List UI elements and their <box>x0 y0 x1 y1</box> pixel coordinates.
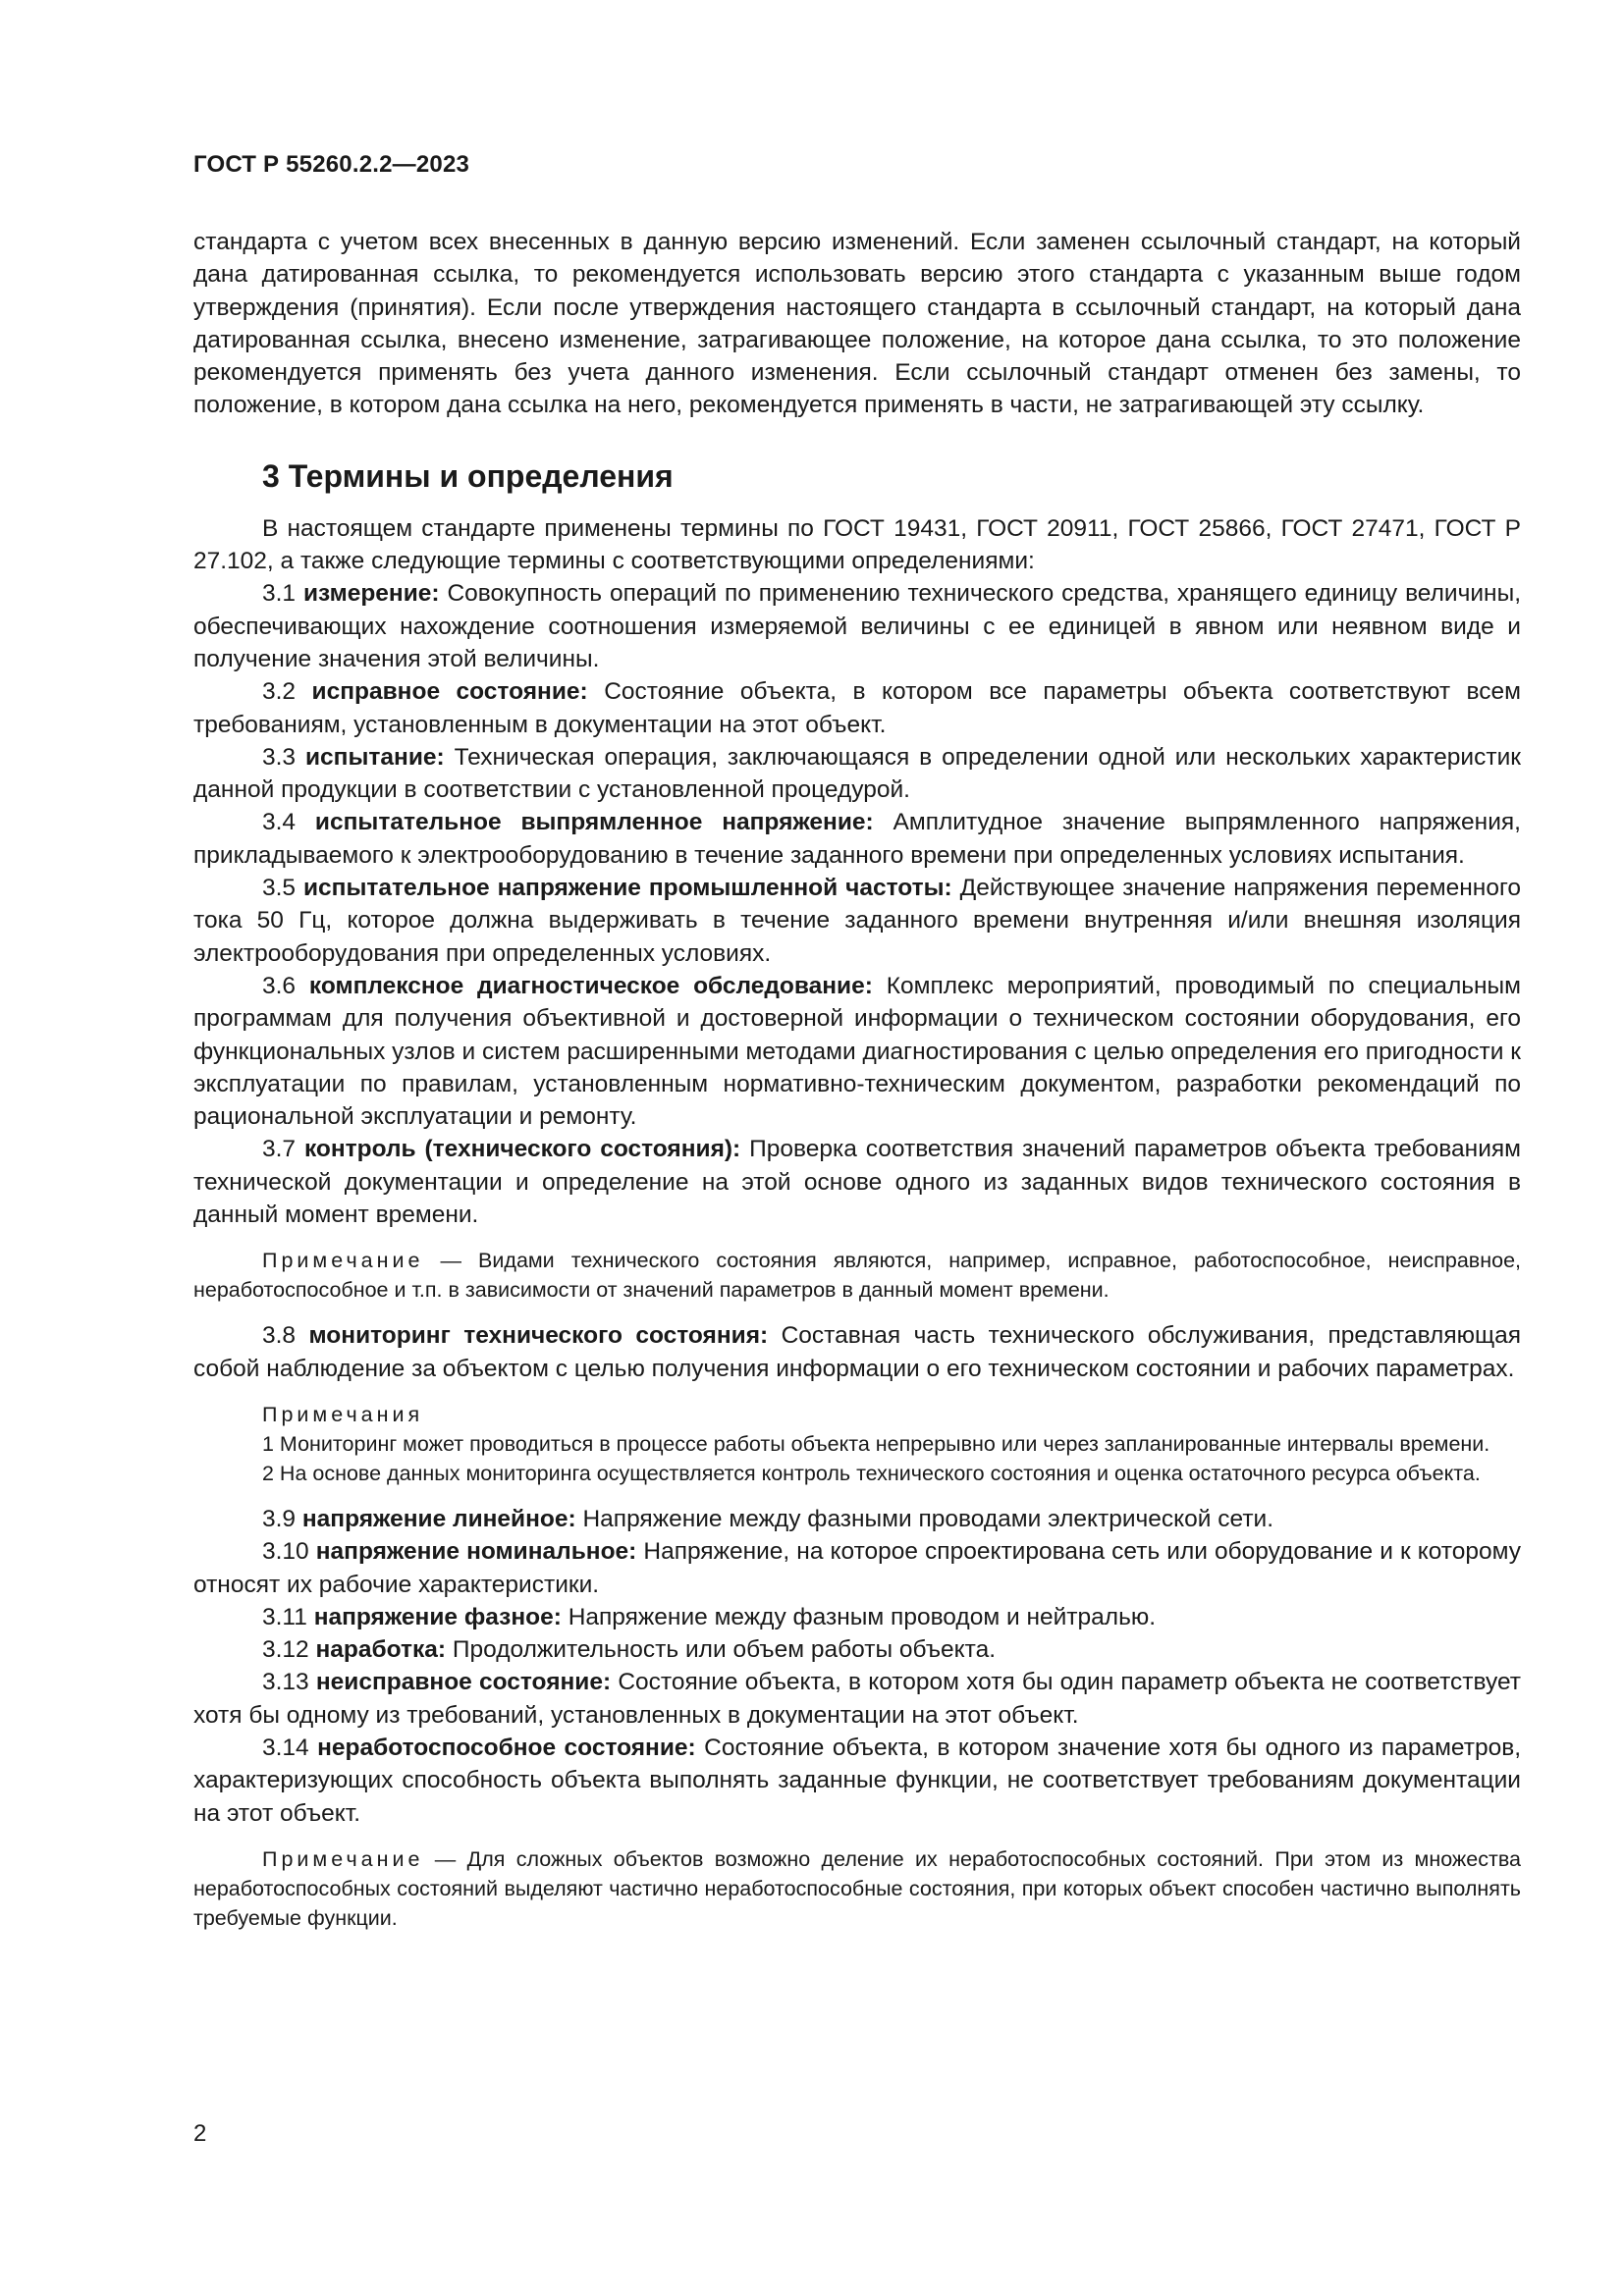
note-3-8-item-2: 2 На основе данных мониторинга осуществляется контроль технического состояния и оценка остаточного ресурса объекта. <box>262 1461 1481 1485</box>
section-title: 3 Термины и определения <box>262 457 674 494</box>
term-3-4: 3.4 испытательное выпрямленное напряжение: Амплитудное значение выпрямленного напряжения, прикладываемого к электрооборудованию в течение заданного времени при определенных условиях испытания. <box>193 809 1521 869</box>
term-3-5: 3.5 испытательное напряжение промышленной частоты: Действующее значение напряжения переменного тока 50 Гц, которое должна выдерживать в течение заданного времени внутренняя и/или внешняя изоляция электрооборудования при определенных условиях. <box>193 875 1521 967</box>
term-3-2: 3.2 исправное состояние: Состояние объекта, в котором все параметры объекта соответствуют всем требованиям, установленным в документации на этот объект. <box>193 678 1522 738</box>
note-3-14: Примечание — Для сложных объектов возможно деление их неработоспособных состояний. При этом из множества неработоспособных состояний выделяют частично неработоспособные состояния, при которых объект способен частично выполнять требуемые функции. <box>193 1846 1521 1930</box>
page-content <box>193 226 1521 1933</box>
intro-paragraph: стандарта с учетом всех внесенных в данную версию изменений. Если заменен ссылочный стандарт, на который дана датированная ссылка, то рекомендуется использовать версию этого стандарта с указанным выше годом утверждения (принятия). Если после утверждения настоящего стандарта в ссылочный стандарт, на который дана датированная ссылка, внесено изменение, затрагивающее положение, на которое дана ссылка, то это положение рекомендуется применять без учета данного изменения. Если ссылочный стандарт отменен без замены, то положение, в котором дана ссылка на него, рекомендуется применять в части, не затрагивающей эту ссылку. <box>193 229 1521 419</box>
term-name: напряжение фазное: <box>313 1603 562 1630</box>
term-3-1: 3.1 измерение: Совокупность операций по применению технического средства, хранящего единицу величины, обеспечивающих нахождение соотношения измеряемой величины с ее единицей в явном или неявном виде и получение значения этой величины. <box>193 580 1521 672</box>
term-name: мониторинг технического состояния: <box>308 1322 769 1350</box>
note-label: Примечание <box>262 1249 424 1273</box>
section-intro: В настоящем стандарте применены термины по ГОСТ 19431, ГОСТ 20911, ГОСТ 25866, ГОСТ 27471, ГОСТ Р 27.102, а также следующие термины с соответствующими определениями: <box>193 514 1521 575</box>
term-3-7: 3.7 контроль (технического состояния): Проверка соответствия значений параметров объекта требованиям технической документации и определение на этой основе одного из заданных видов технического состояния в данный момент времени. <box>193 1136 1522 1229</box>
term-3-3: 3.3 испытание: Техническая операция, заключающаяся в определении одной или нескольких характеристик данной продукции в соответствии с установленной процедурой. <box>193 743 1521 804</box>
term-name: напряжение линейное: <box>301 1505 576 1532</box>
term-3-6: 3.6 комплексное диагностическое обследование: Комплекс мероприятий, проводимый по специальным программам для получения объективной и достоверной информации о техническом состоянии оборудования, его функциональных узлов и систем расширенными методами диагностирования с целью определения его пригодности к эксплуатации по правилам, установленным нормативно-техническим документом, разработки рекомендаций по рациональной эксплуатации и ремонту. <box>193 972 1522 1131</box>
term-name: испытательное выпрямленное напряжение: <box>314 809 874 836</box>
term-name: испытательное напряжение промышленной частоты: <box>303 875 952 902</box>
term-3-12: 3.12 наработка: Продолжительность или объем работы объекта. <box>262 1636 997 1664</box>
note-3-8-item-1: 1 Мониторинг может проводиться в процессе работы объекта непрерывно или через запланированные интервалы времени. <box>262 1431 1490 1456</box>
term-name: контроль (технического состояния): <box>303 1136 741 1163</box>
term-name: исправное состояние: <box>311 678 588 706</box>
term-name: измерение: <box>302 580 440 608</box>
term-name: комплексное диагностическое обследование: <box>308 972 873 999</box>
term-name: неработоспособное состояние: <box>317 1734 696 1761</box>
term-3-13: 3.13 неисправное состояние: Состояние объекта, в котором хотя бы один параметр объекта не соответствует хотя бы одному из требований, установленных в документации на этот объект. <box>193 1669 1521 1729</box>
term-3-9: 3.9 напряжение линейное: Напряжение между фазными проводами электрической сети. <box>262 1505 1274 1532</box>
term-3-8: 3.8 мониторинг технического состояния: Составная часть технического обслуживания, представляющая собой наблюдение за объектом с целью получения информации о его техническом состоянии и рабочих параметрах. <box>193 1322 1522 1382</box>
term-name: испытание: <box>304 743 445 771</box>
term-name: неисправное состояние: <box>315 1669 612 1696</box>
page-number: 2 <box>193 2120 207 2147</box>
standard-header: ГОСТ Р 55260.2.2—2023 <box>193 151 470 178</box>
term-3-10: 3.10 напряжение номинальное: Напряжение, на которое спроектирована сеть или оборудование и к которому относят их рабочие характеристики. <box>193 1538 1521 1598</box>
term-3-11: 3.11 напряжение фазное: Напряжение между фазным проводом и нейтралью. <box>262 1603 1157 1630</box>
note-label: Примечание <box>262 1846 424 1871</box>
notes-3-8-label: Примечания <box>262 1402 424 1426</box>
term-name: напряжение номинальное: <box>315 1538 637 1566</box>
term-3-14: 3.14 неработоспособное состояние: Состояние объекта, в котором значение хотя бы одного из параметров, характеризующих способность объекта выполнять заданные функции, не соответствует требованиям документации на этот объект. <box>193 1734 1522 1827</box>
term-name: наработка: <box>315 1636 447 1664</box>
note-3-7: Примечание — Видами технического состояния являются, например, исправное, работоспособное, неисправное, неработоспособное и т.п. в зависимости от значений параметров в данный момент времени. <box>193 1249 1521 1303</box>
